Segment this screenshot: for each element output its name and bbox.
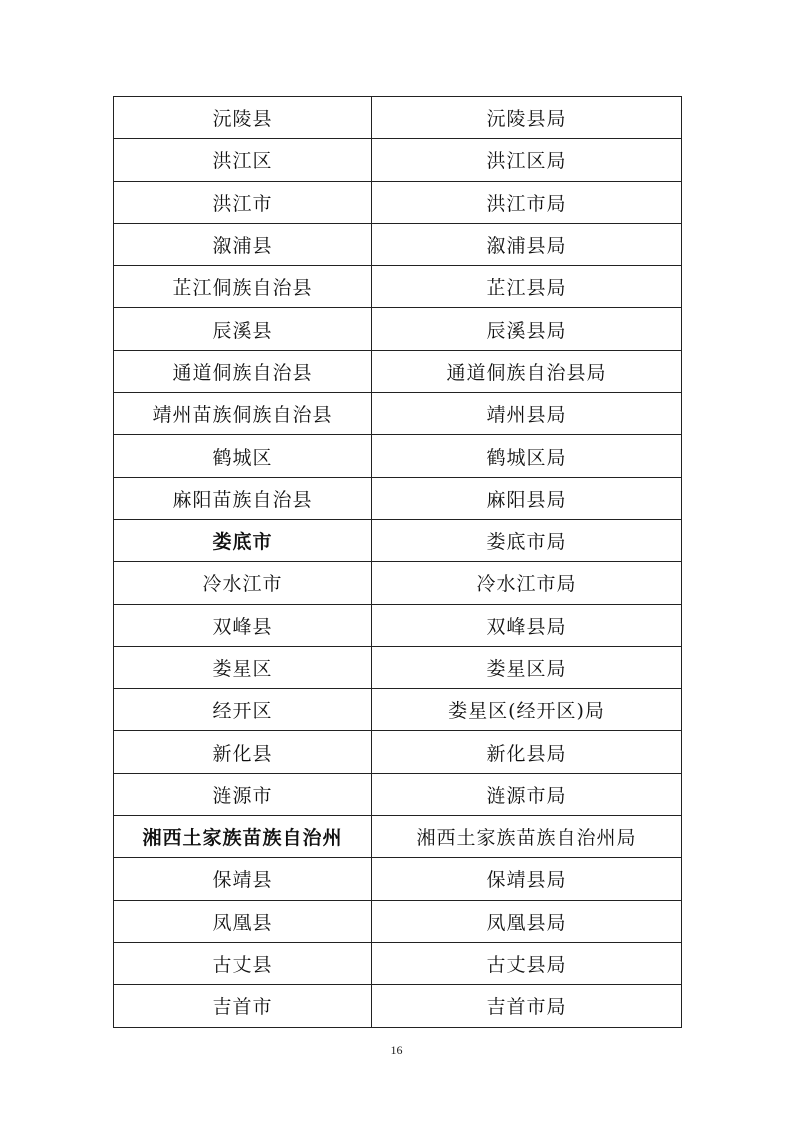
- office-cell: 洪江区局: [372, 139, 682, 181]
- office-cell: 娄底市局: [372, 519, 682, 561]
- table-row: [114, 858, 682, 900]
- region-cell: 溆浦县: [114, 223, 372, 265]
- table-row: [114, 773, 682, 815]
- office-cell: 辰溪县局: [372, 308, 682, 350]
- table-row: [114, 562, 682, 604]
- region-cell: 湘西土家族苗族自治州: [114, 816, 372, 858]
- region-cell: 娄星区: [114, 646, 372, 688]
- region-cell: 双峰县: [114, 604, 372, 646]
- office-cell: 保靖县局: [372, 858, 682, 900]
- region-cell: 麻阳苗族自治县: [114, 477, 372, 519]
- page-number: 16: [390, 1043, 403, 1057]
- table-row: [114, 223, 682, 265]
- region-cell: 洪江市: [114, 181, 372, 223]
- table-row: [114, 646, 682, 688]
- office-cell: 新化县局: [372, 731, 682, 773]
- region-cell: 通道侗族自治县: [114, 350, 372, 392]
- region-cell: 吉首市: [114, 985, 372, 1027]
- office-cell: 娄星区(经开区)局: [372, 689, 682, 731]
- table-row: [114, 519, 682, 561]
- region-cell: 古丈县: [114, 942, 372, 984]
- office-cell: 鹤城区局: [372, 435, 682, 477]
- table-row: [114, 985, 682, 1027]
- table-row: [114, 604, 682, 646]
- office-cell: 涟源市局: [372, 773, 682, 815]
- office-cell: 洪江市局: [372, 181, 682, 223]
- office-cell: 古丈县局: [372, 942, 682, 984]
- office-cell: 溆浦县局: [372, 223, 682, 265]
- table-row: [114, 942, 682, 984]
- office-cell: 靖州县局: [372, 393, 682, 435]
- office-cell: 凤凰县局: [372, 900, 682, 942]
- office-cell: 吉首市局: [372, 985, 682, 1027]
- table-row: [114, 816, 682, 858]
- region-cell: 凤凰县: [114, 900, 372, 942]
- region-cell: 沅陵县: [114, 97, 372, 139]
- region-cell: 保靖县: [114, 858, 372, 900]
- table-row: [114, 689, 682, 731]
- table-row: [114, 308, 682, 350]
- table-row: [114, 900, 682, 942]
- region-cell: 新化县: [114, 731, 372, 773]
- office-cell: 麻阳县局: [372, 477, 682, 519]
- office-cell: 湘西土家族苗族自治州局: [372, 816, 682, 858]
- office-cell: 冷水江市局: [372, 562, 682, 604]
- region-cell: 涟源市: [114, 773, 372, 815]
- region-cell: 洪江区: [114, 139, 372, 181]
- table-row: [114, 139, 682, 181]
- region-cell: 靖州苗族侗族自治县: [114, 393, 372, 435]
- table-row: [114, 97, 682, 139]
- table-row: [114, 393, 682, 435]
- table-row: [114, 266, 682, 308]
- region-cell: 经开区: [114, 689, 372, 731]
- table-row: [114, 435, 682, 477]
- office-cell: 芷江县局: [372, 266, 682, 308]
- table-row: [114, 477, 682, 519]
- office-cell: 娄星区局: [372, 646, 682, 688]
- region-cell: 冷水江市: [114, 562, 372, 604]
- table-row: [114, 181, 682, 223]
- region-office-table: [113, 96, 682, 1028]
- region-cell: 辰溪县: [114, 308, 372, 350]
- table-row: [114, 731, 682, 773]
- office-cell: 通道侗族自治县局: [372, 350, 682, 392]
- table-body: [114, 97, 682, 1028]
- office-cell: 双峰县局: [372, 604, 682, 646]
- table-row: [114, 350, 682, 392]
- region-cell: 鹤城区: [114, 435, 372, 477]
- region-cell: 娄底市: [114, 519, 372, 561]
- region-cell: 芷江侗族自治县: [114, 266, 372, 308]
- office-cell: 沅陵县局: [372, 97, 682, 139]
